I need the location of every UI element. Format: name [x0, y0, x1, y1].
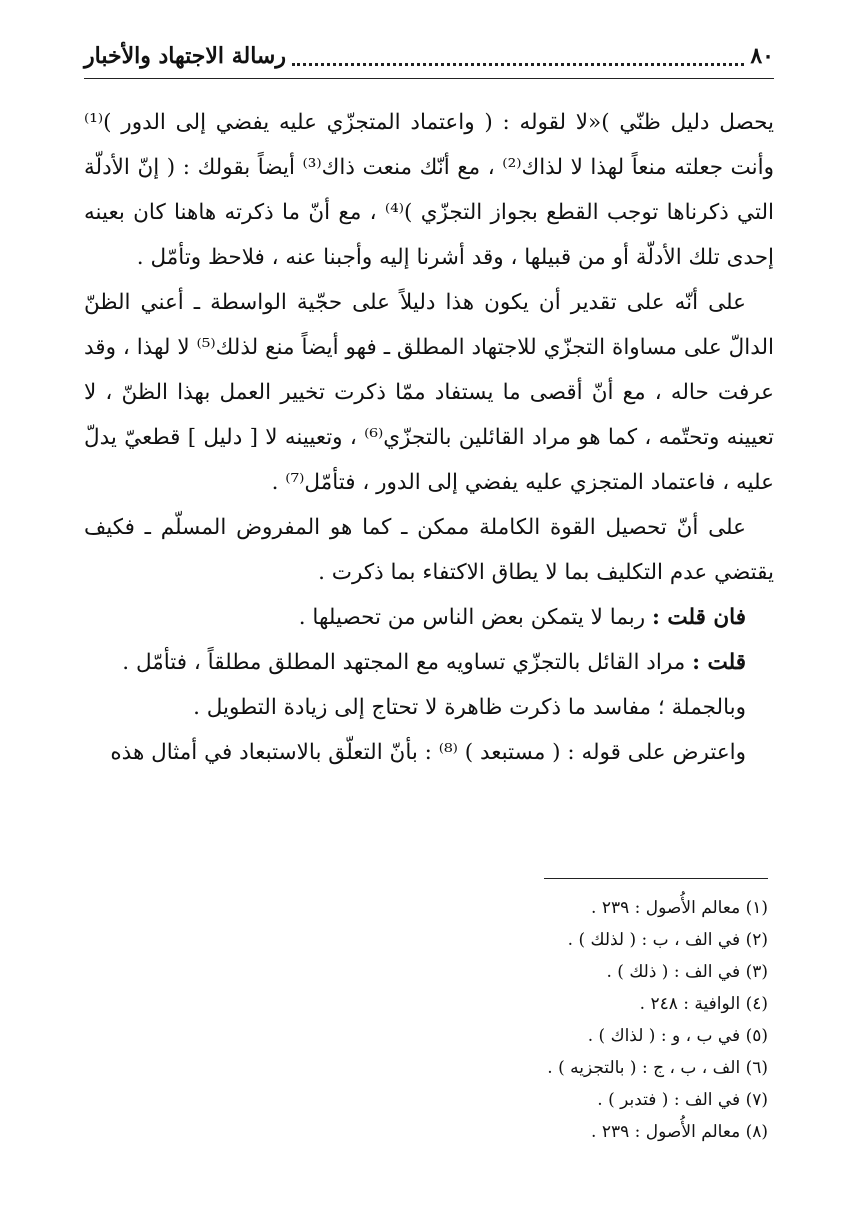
question-text: ربما لا يتمكن بعض الناس من تحصيلها .	[298, 605, 646, 630]
running-title: رسالة الاجتهاد والأخبار	[84, 43, 286, 69]
question-label: فان قلت :	[651, 605, 746, 630]
footnote: (١) معالم الأُصول : ٢٣٩ .	[591, 898, 768, 918]
answer-label: قلت :	[692, 650, 746, 675]
header-rule	[84, 78, 774, 79]
footnote: (٤) الوافية : ٢٤٨ .	[639, 994, 768, 1014]
footnote: (٥) في ب ، و : ( لذاك ) .	[587, 1026, 768, 1046]
footnote: (٢) في الف ، ب : ( لذلك ) .	[567, 930, 768, 950]
footnote: (٦) الف ، ب ، ج : ( بالتجزيه ) .	[547, 1058, 768, 1078]
paragraph: على أنّه على تقدير أن يكون هذا دليلاً على حجّية الواسطة ـ أعني الظنّ الدالّ على مساواة التجزّي للاجتهاد المطلق ـ فهو أيضاً منع لذلك⁽⁵⁾ لا لهذا ، وقد عرفت حاله ، مع أنّ أقصى ما يستفاد ممّا ذكرت تخيير العمل بهذا الظنّ ، لا تعيينه وتحتّمه ، كما هو مراد القائلين بالتجزّي⁽⁶⁾ ، وتعيينه لا [ دليل ] قطعيّ يدلّ عليه ، فاعتماد المتجزي عليه يفضي إلى الدور ، فتأمّل⁽⁷⁾ .	[84, 290, 775, 495]
footnote: (٣) في الف : ( ذلك ) .	[606, 962, 768, 982]
running-header	[84, 36, 774, 76]
footnote-separator	[544, 878, 768, 879]
answer-paragraph	[84, 640, 774, 685]
paragraph: واعترض على قوله : ( مستبعد ) ⁽⁸⁾ : بأنّ التعلّق بالاستبعاد في أمثال هذه	[110, 740, 746, 765]
footnote: (٧) في الف : ( فتدبر ) .	[597, 1090, 768, 1110]
footnotes	[318, 892, 768, 1148]
page-number: ٨٠	[750, 43, 774, 69]
question-paragraph	[84, 595, 774, 640]
main-text	[84, 100, 774, 775]
paragraph: على أنّ تحصيل القوة الكاملة ممكن ـ كما هو المفروض المسلّم ـ فكيف يقتضي عدم التكليف بما لا يطاق الاكتفاء بما ذكرت .	[84, 515, 774, 585]
paragraph: وبالجملة ؛ مفاسد ما ذكرت ظاهرة لا تحتاج إلى زيادة التطويل .	[193, 695, 746, 720]
footnote: (٨) معالم الأُصول : ٢٣٩ .	[591, 1122, 768, 1142]
answer-text: مراد القائل بالتجزّي تساويه مع المجتهد المطلق مطلقاً ، فتأمّل .	[122, 650, 686, 675]
header-leader-dots	[292, 47, 744, 66]
paragraph: يحصل دليل ظنّي )«لا لقوله : ( واعتماد المتجزّي عليه يفضي إلى الدور )⁽¹⁾ وأنت جعلته منعاً لهذا لا لذاك⁽²⁾ ، مع أنّك منعت ذاك⁽³⁾ أيضاً بقولك : ( إنّ الأدلّة التي ذكرناها توجب القطع بجواز التجزّي )⁽⁴⁾ ، مع أنّ ما ذكرته هاهنا كان بعينه إحدى تلك الأدلّة أو من قبيلها ، وقد أشرنا إليه وأجبنا عنه ، فلاحظ وتأمّل .	[84, 110, 775, 270]
